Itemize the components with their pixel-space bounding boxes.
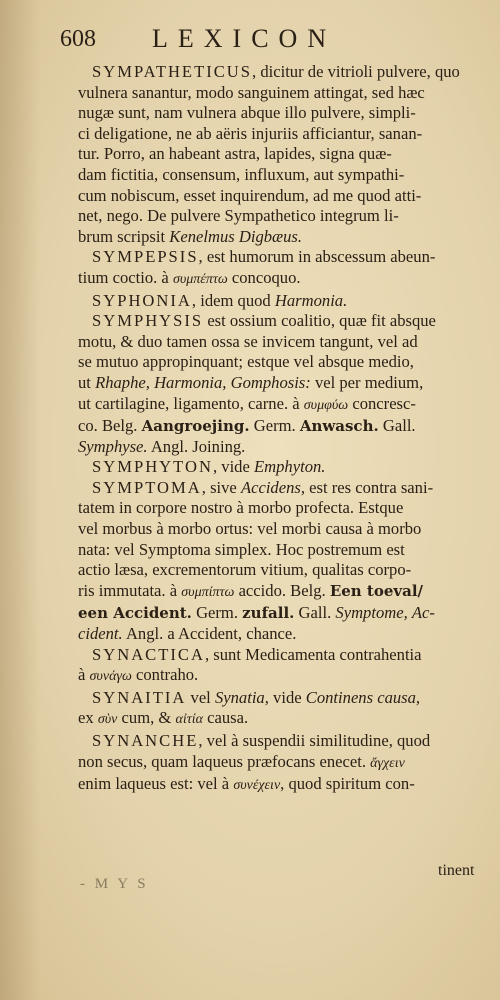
- text-line: net, nego. De pulvere Sympathetico integrum li-: [78, 206, 399, 226]
- running-head: LEXICON: [152, 24, 337, 53]
- text-line: motu, & duo tamen ossa se invicem tangunt, vel ad: [78, 331, 418, 351]
- text-line: ut cartilagine, ligamento, carne. à συμφύω concresc-: [78, 393, 416, 413]
- text-line: nugæ sunt, nam vulnera abque illo pulvere, simpli-: [78, 103, 416, 123]
- binding-shadow: [0, 0, 40, 1000]
- text-line: co. Belg. Aangroejing. Germ. Anwasch. Gall.: [78, 416, 416, 436]
- text-line: actio læsa, excrementorum vitium, qualitas corpo-: [78, 560, 412, 580]
- text-line: vel morbus à morbo ortus: vel morbi causa à morbo: [78, 519, 422, 539]
- text-line: tatem in corpore nostro à morbo profecta. Estque: [78, 498, 404, 518]
- text-line: dam fictitia, consensum, influxum, aut sympathi-: [78, 164, 405, 184]
- faded-text: - M Y S: [80, 876, 149, 892]
- text-line: SYPHONIA, idem quod Harmonia.: [92, 290, 348, 310]
- text-line: enim laqueus est: vel à συνέχειν, quod spiritum con-: [78, 774, 415, 794]
- text-line: SYNAITIA vel Synatia, vide Continens causa,: [92, 687, 421, 707]
- text-line: SYMPHYTON, vide Emphyton.: [92, 457, 326, 477]
- text-line: tur. Porro, an habeant astra, lapides, signa quæ-: [78, 144, 392, 164]
- text-line: se mutuo appropinquant; estque vel absque medio,: [78, 352, 414, 372]
- page-number: 608: [60, 26, 96, 52]
- text-line: cident. Angl. a Accident, chance.: [78, 624, 297, 644]
- text-line: vulnera sanantur, modo sanguinem attingat, sed hæc: [78, 82, 425, 102]
- text-line: een Accident. Germ. zufall. Gall. Symptome, Ac-: [78, 603, 435, 623]
- running-header: [60, 22, 442, 56]
- text-line: SYMPHYSIS est ossium coalitio, quæ fit absque: [92, 311, 436, 331]
- text-line: SYMPATHETICUS, dicitur de vitrioli pulvere, quo: [92, 62, 460, 81]
- text-line: nata: vel Symptoma simplex. Hoc postremum est: [78, 539, 405, 559]
- text-line: SYNACTICA, sunt Medicamenta contrahentia: [92, 644, 422, 664]
- catchword: tinent: [438, 862, 475, 879]
- text-line: non secus, quam laqueus præfocans enecet. ἄγχειν: [78, 751, 405, 771]
- text-line: SYMPEPSIS, est humorum in abscessum abeun-: [92, 247, 436, 267]
- text-line: SYNANCHE, vel à suspendii similitudine, quod: [92, 731, 431, 750]
- text-line: SYMPTOMA, sive Accidens, est res contra sani-: [92, 477, 434, 497]
- text-line: tium coctio. à συμπέπτω concoquo.: [78, 267, 301, 287]
- lexicon-body: [78, 62, 483, 797]
- text-line: à συνάγω contraho.: [78, 665, 199, 685]
- text-line: brum scripsit Kenelmus Digbæus.: [78, 226, 303, 246]
- text-line: ris immutata. à συμπίπτω accido. Belg. Een toeval/: [78, 580, 424, 600]
- text-line: ex σὺν cum, & αἰτία causa.: [78, 708, 249, 728]
- text-line: Symphyse. Angl. Joining.: [78, 436, 246, 456]
- text-line: cum nobiscum, esset inquirendum, ad me quod atti-: [78, 185, 422, 205]
- text-line: ut Rhaphe, Harmonia, Gomphosis: vel per medium,: [78, 372, 424, 392]
- text-line: ci deligatione, ne ab aëris injuriis afficiantur, sanan-: [78, 123, 423, 143]
